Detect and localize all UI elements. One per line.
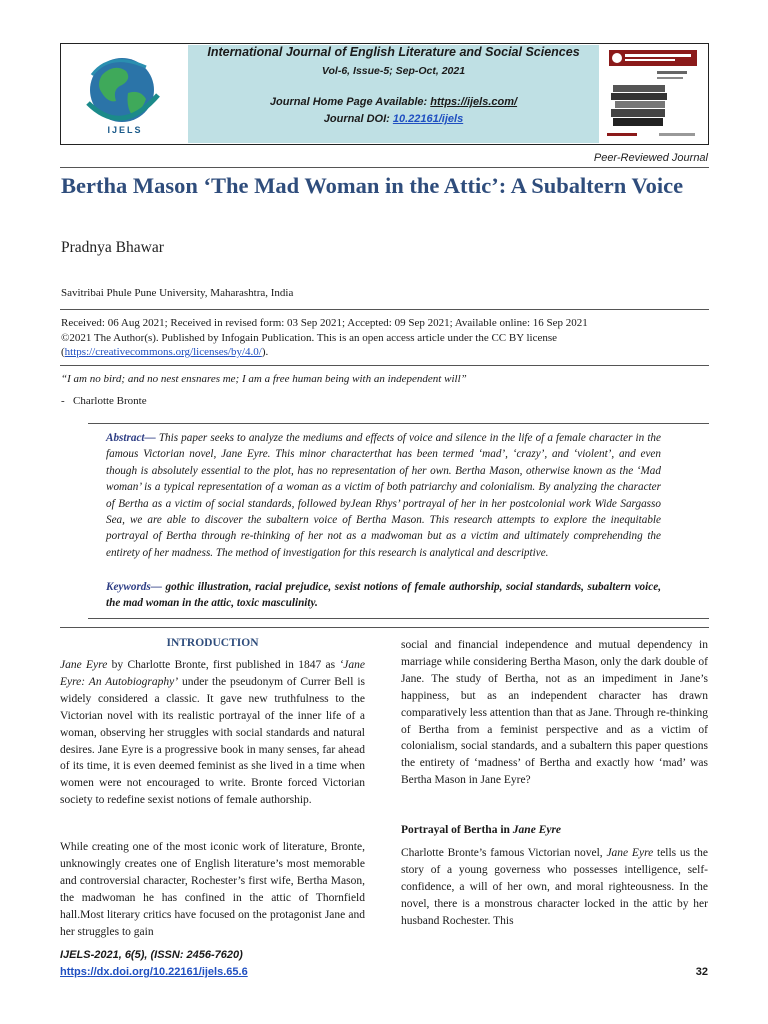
article-title: Bertha Mason ‘The Mad Woman in the Attic’: A Subaltern Voice bbox=[61, 173, 684, 198]
abstract-label: Abstract— bbox=[106, 432, 156, 444]
peer-reviewed-label: Peer-Reviewed Journal bbox=[593, 152, 708, 164]
homepage-label: Journal Home Page Available: bbox=[269, 96, 431, 108]
logo-text: IJELS bbox=[107, 125, 143, 135]
author-affiliation: Savitribai Phule Pune University, Maharashtra, India bbox=[61, 287, 294, 299]
homepage-link[interactable]: https://ijels.com/ bbox=[430, 96, 518, 108]
keywords-text: gothic illustration, racial prejudice, sexist notions of female authorship, social standards, subaltern voice, the mad woman in the attic, toxic masculinity. bbox=[106, 581, 661, 610]
license-link[interactable]: https://creativecommons.org/licenses/by/4.0/ bbox=[64, 346, 262, 358]
body-paragraph: social and financial independence and mutual dependency in marriage while considering Bertha Mason, only the dark double of Jane. The study of Bertha, not as an impediment in Jane’s happiness, but as an independent character has drawn comparatively less attention than that as Jane. Through re-thinking of Bertha from a feminist perspective and as a victim of colonialism, social standards, and a subaltern this paper questions the entirety of ‘madness’ of Bertha and exactly how ‘mad’ was Bertha Mason in Jane Eyre? bbox=[401, 639, 708, 787]
journal-doi bbox=[188, 113, 599, 125]
footer-citation: IJELS-2021, 6(5), (ISSN: 2456-7620) bbox=[60, 949, 243, 961]
body-paragraph: While creating one of the most iconic work of literature, Bronte, unknowingly creates one of English literature’s most memorable and controversial character, Rochester’s first wife, Bertha Mason, the madwoman he has confined in the attic of Thornfield hall.Most literary critics have focused on the protagonist Jane and her struggles to gain bbox=[60, 841, 365, 938]
heading-book-title: Jane Eyre bbox=[512, 824, 562, 836]
journal-title: International Journal of English Literature and Social Sciences bbox=[207, 45, 580, 59]
abstract-text: This paper seeks to analyze the mediums and effects of voice and silence in the life of a female character in the famous Victorian novel, Jane Eyre. This minor characterthat has been termed ‘mad’, ‘crazy’, and ‘violent’, and even though is absolutely essential to the plot, has no representation of her own. Bertha Mason, otherwise known as the ‘Mad woman’ is a typical representation of a woman as a victim of both patriarchy and colonialism. By analyzing the character of Bertha as a victim of social standards, followed byJean Rhys’ portrayal of her in her postcolonial work Wide Sargasso Sea, we are able to discover the subaltern voice of Bertha Mason. This research attempts to explore the inequitable portrayal of Bertha through re-thinking of her not as a madwoman but as a victim and ultimately comprehending the entirety of her madness. The method of investigation for this research is analytical and descriptive. bbox=[106, 432, 661, 559]
journal-issue: Vol-6, Issue-5; Sep-Oct, 2021 bbox=[321, 65, 466, 77]
body-paragraph bbox=[60, 657, 365, 809]
section-heading-portrayal bbox=[401, 824, 561, 836]
license-open: ( bbox=[61, 346, 65, 358]
text-run: Charlotte Bronte’s famous Victorian novel, bbox=[401, 847, 607, 859]
section-heading-introduction: INTRODUCTION bbox=[166, 637, 259, 649]
divider bbox=[60, 167, 709, 168]
publication-dates: Received: 06 Aug 2021; Received in revised form: 03 Sep 2021; Accepted: 09 Sep 2021; Available online: 16 Sep 2021 bbox=[61, 317, 588, 329]
epigraph-author: Charlotte Bronte bbox=[73, 395, 147, 407]
body-paragraph bbox=[401, 845, 708, 930]
abstract bbox=[106, 430, 661, 561]
author-name: Pradnya Bhawar bbox=[61, 239, 164, 256]
book-title: Jane Eyre bbox=[60, 659, 108, 671]
journal-cover-thumbnail bbox=[599, 45, 707, 143]
epigraph-dash: - bbox=[61, 395, 65, 407]
text-run: by Charlotte Bronte, first published in 1847 as bbox=[107, 659, 340, 671]
copyright-notice: ©2021 The Author(s). Published by Infogain Publication. This is an open access article under the CC BY license bbox=[61, 332, 558, 344]
footer-doi-link[interactable]: https://dx.doi.org/10.22161/ijels.65.6 bbox=[60, 966, 248, 978]
doi-label: Journal DOI: bbox=[323, 113, 393, 125]
text-run: tells us the story of a young governess who possesses intelligence, self-confidence, a will of her own, and moral righteousness. In the novel, there is a monstrous character locked in the attic by her husband Rochester. This bbox=[401, 847, 708, 927]
journal-logo bbox=[62, 45, 188, 143]
journal-banner bbox=[188, 45, 599, 143]
book-title: Jane Eyre bbox=[606, 847, 654, 859]
journal-doi-link[interactable]: 10.22161/ijels bbox=[392, 113, 464, 125]
divider bbox=[60, 365, 709, 366]
book-cover-icon bbox=[599, 45, 707, 143]
journal-homepage bbox=[188, 96, 599, 108]
page-number: 32 bbox=[695, 966, 708, 978]
text-run: under the pseudonym of Currer Bell is widely considered a classic. It gave new truthfulness to the Victorian novel with its realistic portrayal of the inner life of a woman, observing her struggles with social standards and natural desires. Jane Eyre is a progressive book in many senses, far ahead of its time, it is even deemed feminist as she lived in a time when women were not encouraged to write. Bronte forced Victorian society to redefine sexist notions of female authorship. bbox=[60, 675, 365, 807]
divider bbox=[60, 309, 709, 310]
heading-text: Portrayal of Bertha in bbox=[401, 824, 513, 836]
license-close: ). bbox=[261, 346, 269, 358]
license-line bbox=[61, 345, 268, 360]
keywords bbox=[106, 579, 661, 612]
divider bbox=[60, 627, 709, 628]
book-subtitle: ‘Jane Eyre: An Autobiography’ bbox=[60, 659, 365, 688]
keywords-label: Keywords— bbox=[106, 581, 162, 593]
epigraph-quote: “I am no bird; and no nest ensnares me; I am a free human being with an independent will” bbox=[61, 373, 467, 385]
